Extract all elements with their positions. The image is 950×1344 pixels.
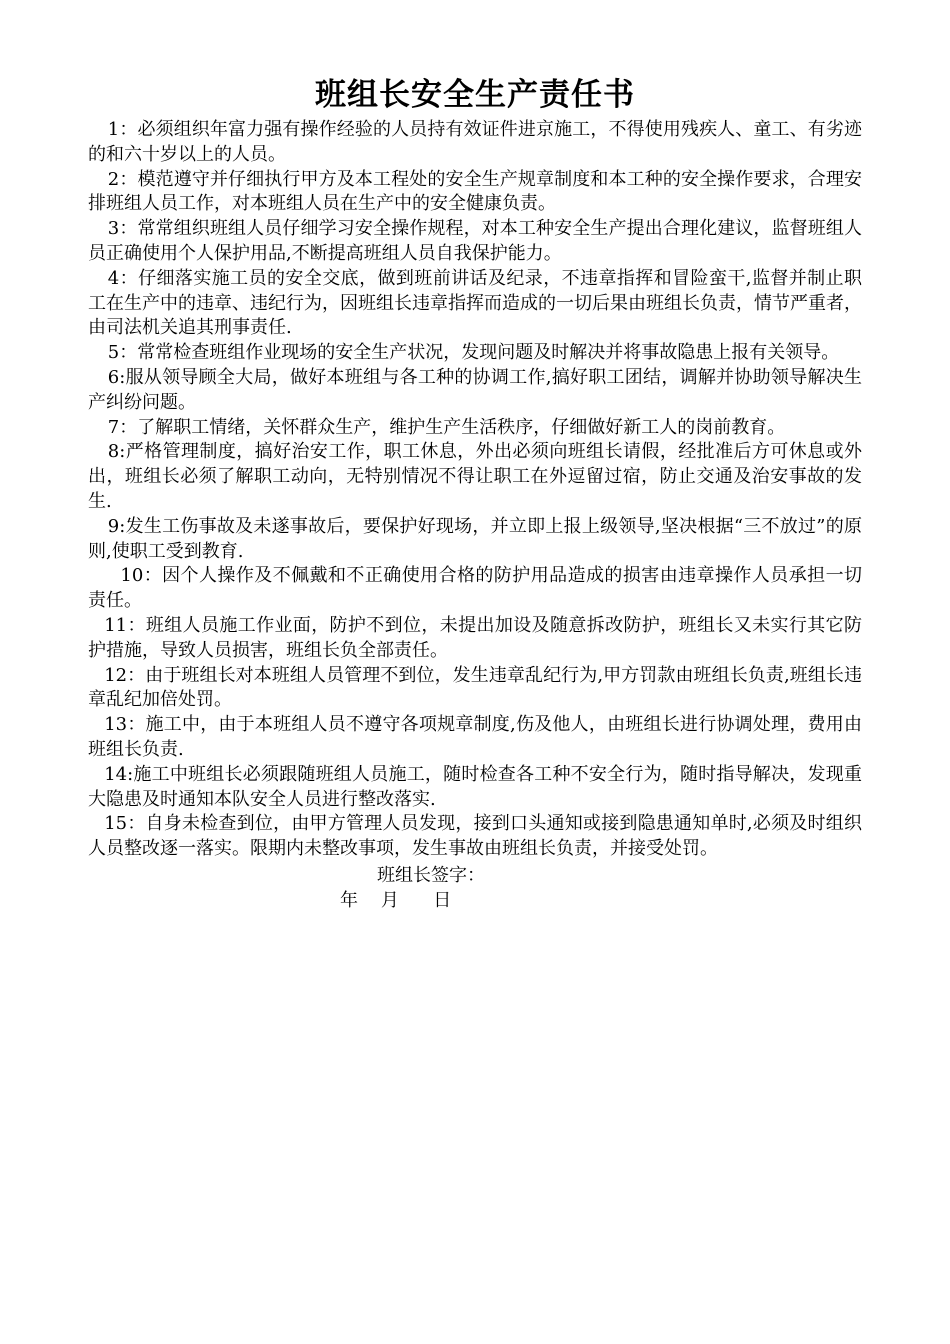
clause-item: 11：班组人员施工作业面，防护不到位，未提出加设及随意拆改防护，班组长又未实行其它防护措施，导致人员损害，班组长负全部责任。 xyxy=(88,614,862,661)
document-title: 班组长安全生产责任书 xyxy=(315,77,635,113)
signature-label: 班组长签字： xyxy=(377,864,485,886)
signature-date: 年 月 日 xyxy=(340,889,452,911)
clause-item: 1：必须组织年富力强有操作经验的人员持有效证件进京施工，不得使用残疾人、童工、有劣迹的和六十岁以上的人员。 xyxy=(88,119,862,165)
clause-item: 3：常常组织班组人员仔细学习安全操作规程，对本工种安全生产提出合理化建议，监督班组人员正确使用个人保护用品,不断提高班组人员自我保护能力。 xyxy=(88,218,862,264)
clause-item: 15：自身未检查到位，由甲方管理人员发现，接到口头通知或接到隐患通知单时,必须及时组织人员整改逐一落实。限期内未整改事项，发生事故由班组长负责，并接受处罚。 xyxy=(88,813,862,860)
signature-block xyxy=(88,864,862,914)
clause-item: 2：模范遵守并仔细执行甲方及本工程处的安全生产规章制度和本工种的安全操作要求，合理安排班组人员工作，对本班组人员在生产中的安全健康负责。 xyxy=(88,168,862,215)
clause-item: 4：仔细落实施工员的安全交底，做到班前讲话及纪录，不违章指挥和冒险蛮干,监督并制止职工在生产中的违章、违纪行为，因班组长违章指挥而造成的一切后果由班组长负责，情节严重者，由司法机关追其刑事责任. xyxy=(88,267,862,339)
clause-item: 7：了解职工情绪，关怀群众生产，维护生产生活秩序，仔细做好新工人的岗前教育。 xyxy=(107,416,786,438)
clause-item: 13：施工中，由于本班组人员不遵守各项规章制度,伤及他人，由班组长进行协调处理，费用由班组长负责. xyxy=(88,714,862,760)
clause-item: 5：常常检查班组作业现场的安全生产状况，发现问题及时解决并将事故隐患上报有关领导。 xyxy=(107,342,840,364)
clause-item: 9:发生工伤事故及未遂事故后，要保护好现场，并立即上报上级领导,坚决根据“三不放过”的原则,使职工受到教育. xyxy=(88,515,862,562)
clause-item: 14:施工中班组长必须跟随班组人员施工，随时检查各工种不安全行为，随时指导解决，发现重大隐患及时通知本队安全人员进行整改落实. xyxy=(88,763,862,810)
clause-list xyxy=(88,118,862,862)
clause-item: 10：因个人操作及不佩戴和不正确使用合格的防护用品造成的损害由违章操作人员承担一切责任。 xyxy=(88,565,862,612)
clause-item: 12：由于班组长对本班组人员管理不到位，发生违章乱纪行为,甲方罚款由班组长负责,班组长违章乱纪加倍处罚。 xyxy=(88,664,862,711)
clause-item: 8:严格管理制度，搞好治安工作，职工休息，外出必须向班组长请假，经批准后方可休息或外出，班组长必须了解职工动向，无特别情况不得让职工在外逗留过宿，防止交通及治安事故的发生. xyxy=(88,441,862,512)
document-page xyxy=(88,0,862,914)
clause-item: 6:服从领导顾全大局，做好本班组与各工种的协调工作,搞好职工团结，调解并协助领导解决生产纠纷问题。 xyxy=(88,366,862,413)
